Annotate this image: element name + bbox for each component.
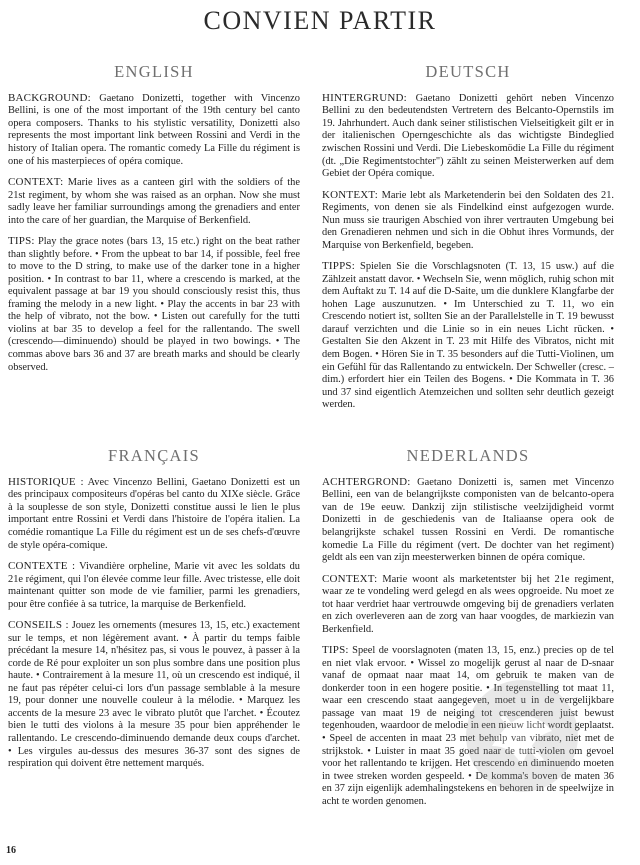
page-number: 16 (6, 845, 16, 856)
francais-background (8, 476, 300, 552)
deutsch-context-text: Marie lebt als Marketenderin bei den Soldaten des 21. Regiments, von denen sie als Findelkind einst aufgezogen wurde. Nun muss sie traurigen Abschied von ihrer vertrauten Umgebung bei den Grenadieren nehmen und sich in die Obhut ihres Vormunds, der Marquise von Berkenfield, begeben. (322, 189, 614, 251)
nederlands-context-label: CONTEXT: (322, 572, 378, 585)
francais-context-text: Vivandière orpheline, Marie vit avec les soldats du 21e régiment, qui l'on élevée comme leur fille. Avec tristesse, elle doit maintenant quitter son mode de vie familier, parmi les grenadiers, pour être confiée à sa tutrice, la marquise de Berkenfield. (8, 561, 300, 610)
francais-background-label: HISTORIQUE : (8, 475, 84, 488)
deutsch-tips-label: TIPPS: (322, 260, 355, 273)
francais-context-label: CONTEXTE : (8, 560, 76, 573)
english-tips-label: TIPS: (8, 235, 35, 248)
francais-tips-text: Jouez les ornements (mesures 13, 15, etc.) exactement sur le temps, et non légèrement avant. • À partir du temps faible précédant la mesure 14, n'hésitez pas, si vous le pouvez, à passer à la corde de Ré pour exploiter un son plus sombre dans une position plus haute. • Contrairement à la mesure 11, où un crescendo est indiqué, il ne faut pas répéter celui-ci lors d'un passage semblable à la mesure 19, pour donner une nouvelle couleur à la mélodie. • Marquez les accents de la mesure 23 avec le vibrato plutôt que l'archet. • Écoutez bien le tutti des violons à la mesure 35 pour bien appréhender le rallentando. Le crescendo-diminuendo demande deux coups d'archet. • Les virgules au-dessus des mesures 36-37 sont des signes de respiration qui doivent être nettement marqués. (8, 620, 300, 770)
english-background (8, 92, 300, 168)
deutsch-tips-text: Spielen Sie die Vorschlagsnoten (T. 13, 15 usw.) auf die Zählzeit anstatt davor. • Wechseln Sie, wenn möglich, ruhig schon mit dem Auftakt zu T. 14 auf die D-Saite, um die dunklere Klangfarbe der hohen Lage auszunutzen. • Im Unterschied zu T. 11, wo ein Crescendo notiert ist, sollten Sie an der Parallelstelle in T. 19 bewusst darauf verzichten und die Linie so in ein neues Licht rücken. • Gestalten Sie den Akzent in T. 23 mit Hilfe des Vibratos, nicht mit dem Bogen. • Hören Sie in T. 35 besonders auf die Tutti-Violinen, um ein Gefühl für das Rallentando zu entwickeln. Der Schweller (cresc. – dim.) erfordert hier ein Teilen des Bogens. • Die Kommata in T. 36 und 37 sind eigentlich Atemzeichen und sollten sehr deutlich gezeigt werden. (322, 261, 614, 411)
nederlands-tips (322, 644, 614, 808)
section-deutsch (322, 62, 614, 420)
english-background-text: Gaetano Donizetti, together with Vincenzo Bellini, is one of the most important of the 19th century bel canto opera composers. Thanks to his stylistic versatility, Donizetti also represents the most important link between Rossini and Verdi in the history of Italian opera. The romantic comedy La Fille du régiment is one of his masterpieces of opéra comique. (8, 92, 300, 167)
deutsch-background (322, 92, 614, 181)
nederlands-background-label: ACHTERGROND: (322, 475, 411, 488)
section-nederlands (322, 446, 614, 816)
deutsch-background-label: HINTERGRUND: (322, 91, 407, 104)
section-english (8, 62, 300, 382)
deutsch-tips (322, 260, 614, 411)
section-heading-deutsch: DEUTSCH (425, 62, 511, 81)
deutsch-background-text: Gaetano Donizetti gehört neben Vincenzo Bellini zu den bedeutendsten Vertretern des Belcanto-Opernstils im 19. Jahrhundert. Auch dank seiner stilistischen Vielseitigkeit gilt er in der italienischen Operngeschichte als das wichtigste Bindeglied zwischen Rossini und Verdi. Die Liebeskomödie La Fille du régiment (dt. „Die Regimentstochter") zählt zu seinen Meisterwerken auf dem Gebiet der Opéra comique. (322, 92, 614, 180)
english-context-label: CONTEXT: (8, 176, 64, 189)
section-heading-nederlands: NEDERLANDS (406, 446, 530, 465)
nederlands-tips-text: Speel de voorslagnoten (maten 13, 15, enz.) precies op de tel en niet vlak ervoor. • Wissel zo mogelijk gerust al naar de D-snaar vanaf de opmaat naar maat 14, om gebruik te maken van de donkerder toon in een hogere positie. • In tegenstelling tot maat 11, waar een crescendo staat aangegeven, moet u in de vergelijkbare passage van maat 19 de neiging tot crescenderen juist bewust tegenhouden, waardoor de melodie in een nieuw licht wordt geplaatst. • Speel de accenten in maat 23 met behulp van vibrato, niet met de strijkstok. • Luister in maat 35 goed naar de tutti-violen om gevoel voor het rallentando te krijgen. Het crescendo en diminuendo moeten in twee streken worden gespeeld. • De komma's boven de maten 36 en 37 zijn eigenlijk ademhalingstekens en behoren in de speelwijze in acht te worden genomen. (322, 645, 614, 807)
francais-background-text: Avec Vincenzo Bellini, Gaetano Donizetti est un des principaux compositeurs d'opéras bel canto du XIXe siècle. Grâce à la souplesse de son style, Donizetti constitue aussi le lien le plus important entre Rossini et Verdi dans l'histoire de l'opéra italien. La comédie romantique La Fille du régiment est un de ses chefs-d'œuvre de style opéra-comique. (8, 476, 300, 551)
nederlands-context (322, 573, 614, 637)
francais-context (8, 560, 300, 611)
nederlands-background (322, 476, 614, 565)
english-context-text: Marie lives as a canteen girl with the soldiers of the 21st regiment, by whom she was raised as an orphan. Now she must sadly leave her familiar surroundings among the grenadiers and enter into the care of her guardian, the Marquise of Berkenfield. (8, 177, 300, 226)
nederlands-background-text: Gaetano Donizetti is, samen met Vincenzo Bellini, een van de belangrijkste componisten van de belcanto-opera van de 19e eeuw. Dankzij zijn stilistische veelzijdigheid vormt Donizetti in de geschiedenis van de Italiaanse opera ook de belangrijkste schakel tussen Rossini en Verdi. De romantische komedie La Fille du régiment (vert. De dochter van het regiment) geldt als een van zijn meesterwerken binnen de opéra comique. (322, 476, 614, 564)
nederlands-tips-label: TIPS: (322, 644, 349, 657)
section-francais (8, 446, 300, 779)
francais-tips-label: CONSEILS : (8, 619, 69, 632)
deutsch-context-label: KONTEXT: (322, 188, 379, 201)
francais-tips (8, 619, 300, 770)
english-tips-text: Play the grace notes (bars 13, 15 etc.) right on the beat rather than slightly before. • From the upbeat to bar 14, if possible, feel free to move to the D string, to make use of the darker tone in a higher position. • In contrast to bar 11, where a crescendo is marked, at the equivalent passage at bar 19 you should consciously resist this, thus framing the melody in a new light. • Play the accents in bar 23 with the help of vibrato, not the bow. • Listen out carefully for the tutti violins at bar 35 to develop a feel for the rallentando. The swell (crescendo—diminuendo) should be played in two bowings. • The commas above bars 36 and 37 are breath marks and should be clearly observed. (8, 236, 300, 373)
page-title: CONVIEN PARTIR (203, 6, 437, 35)
english-context (8, 176, 300, 227)
deutsch-context (322, 189, 614, 253)
section-heading-english: ENGLISH (114, 62, 194, 81)
english-tips (8, 235, 300, 374)
nederlands-context-text: Marie woont als marketentster bij het 21e regiment, waar ze te vondeling werd gelegd en als wees opgroeide. Nu moet ze tot haar verdriet haar vertrouwde omgeving bij de grenadiers verlaten en zich overleveren aan de zorg van haar voogdes, de markiezin van Berkenfield. (322, 573, 614, 635)
section-heading-francais: FRANÇAIS (107, 446, 200, 465)
english-background-label: BACKGROUND: (8, 91, 91, 104)
